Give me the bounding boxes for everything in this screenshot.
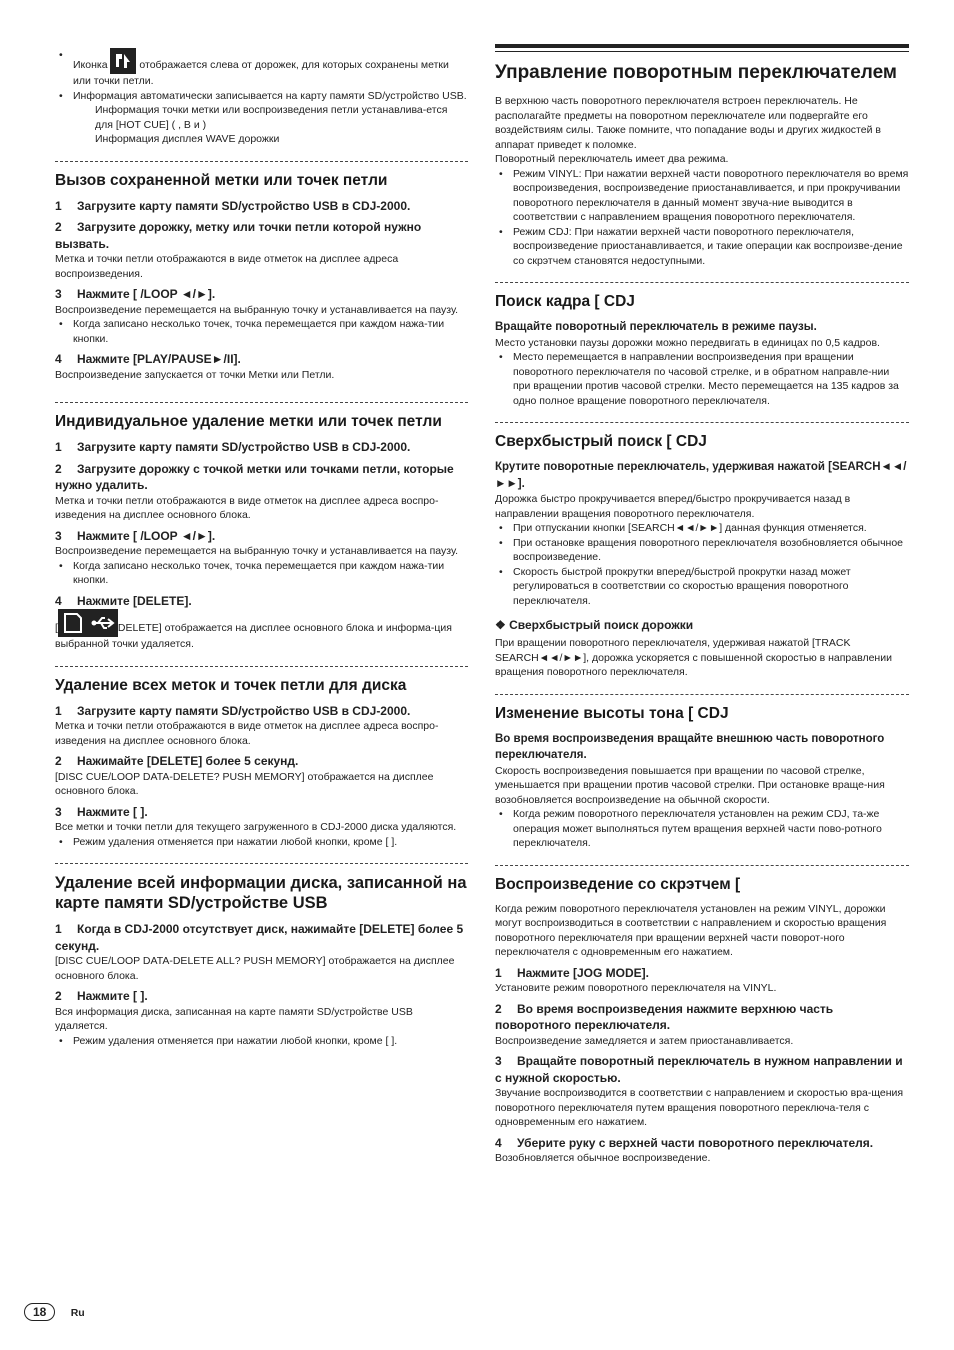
step-num: 3 <box>55 528 62 543</box>
step-3 <box>55 804 468 821</box>
section-title: Воспроизведение со скрэтчем [ <box>495 875 741 893</box>
step-text: Нажмите [ ]. <box>77 989 148 1003</box>
section-delete-all-sd-usb <box>55 863 468 1048</box>
main-body: В верхнюю часть поворотного переключателя встроен переключатель. Не располагайте предметы на поворотном переключателе или подвергайте его воздействиям силы. Также помните, что попадание воды и других жидкостей в аппарат приведет к поломке. <box>495 95 881 151</box>
section-title: Удаление всей информации диска, записанной на карте памяти SD/устройстве USB <box>55 874 467 912</box>
step-num: 2 <box>495 1001 502 1016</box>
step-3-body: Воспроизведение перемещается на выбранную точку и устанавливается на паузу. <box>55 303 459 316</box>
step-1-body: [DISC CUE/LOOP DATA-DELETE ALL? PUSH MEMORY] отображается на дисплее основного блока. <box>55 955 455 982</box>
section-super-fast-search <box>495 422 909 680</box>
subsection-body: При вращении поворотного переключателя, удерживая нажатой [TRACK SEARCH◄◄/►►], дорожка ускоряется с повышенной скоростью в направлении вращения поворотного переключателя. <box>495 637 892 678</box>
step-2 <box>495 1001 909 1034</box>
step-text: Загрузите дорожку, метку или точки петли которой нужно вызвать. <box>55 220 422 251</box>
step-num: 4 <box>495 1135 502 1150</box>
page-number: 18 <box>24 1303 55 1321</box>
step-num: 3 <box>495 1054 502 1068</box>
step-2-body: Воспроизведение замедляется и затем приостанавливается. <box>495 1034 794 1047</box>
bullet-2: • При остановке вращения поворотного переключателя возобновляется обычное воспроизведение. <box>495 536 909 565</box>
step-4-body <box>55 609 468 652</box>
top-rule-thin <box>495 51 909 52</box>
intro-block <box>55 48 468 147</box>
right-column <box>495 44 909 1166</box>
step-text: Нажмите [ ]. <box>77 804 148 819</box>
step-2 <box>55 461 468 494</box>
top-rule <box>495 44 909 48</box>
section-title: Сверхбыстрый поиск [ CDJ <box>495 433 707 450</box>
step-text: Нажмите [ /LOOP ◄/►]. <box>77 528 216 543</box>
step-text: Нажмите [JOG MODE]. <box>517 965 649 980</box>
subsection-title: ❖ Сверхбыстрый поиск дорожки <box>495 618 694 632</box>
section-title: Поиск кадра [ CDJ <box>495 293 635 310</box>
step-text: Загрузите карту памяти SD/устройство USB в CDJ-2000. <box>77 198 411 213</box>
step-num: 4 <box>55 352 62 366</box>
section-frame-search <box>495 282 909 408</box>
section-delete-all-disc <box>55 666 468 850</box>
step-2-body: [DISC CUE/LOOP DATA-DELETE? PUSH MEMORY] отображается на дисплее основного блока. <box>55 770 434 797</box>
step-text: Нажмите [ /LOOP ◄/►]. <box>77 287 216 301</box>
language-code: Ru <box>70 1307 85 1319</box>
bullet-1: • Место перемещается в направлении воспроизведения при вращении поворотного переключателя по часовой стрелке, и в обратном направле-нии при вращении против часовой стрелки. Место перемещается на 135 кадров за одно полное вращение поворотного переключателя. <box>495 350 909 408</box>
mode-cdj-bullet: • Режим CDJ: При нажатии верхней части поворотного переключателя, воспроизведение приостанавливается, и такие операции как воспроизве-дение со скрэтчем становятся недоступными. <box>495 225 909 269</box>
intro-bullet-1 <box>55 48 468 89</box>
mode-vinyl-bullet: • Режим VINYL: При нажатии верхней части поворотного переключателя во время воспроизведения, воспроизведение приостанавливается, и при прокручивании поворотного переключателя в данный момент звуча-ние выводится в соответствии с направлением вращения поворотного переключателя. <box>495 167 909 225</box>
step-1 <box>55 703 468 720</box>
bullet-1: • Когда режим поворотного переключателя установлен на режим CDJ, та-же операция может выполняться путем вращения верхней части пово-ротного переключателя. <box>495 807 909 851</box>
usb-icon <box>88 609 118 637</box>
intro-b1-pre: Иконка <box>73 59 108 71</box>
section-title: Индивидуальное удаление метки или точек петли <box>55 413 442 430</box>
step-num: 2 <box>55 754 62 768</box>
lead: Крутите поворотные переключатель, удерживая нажатой [SEARCH◄◄/►►]. <box>495 461 907 490</box>
body: Дорожка быстро прокручивается вперед/быстро прокручивается назад в направлении вращения поворотного переключателя. <box>495 493 851 520</box>
step-text: Во время воспроизведения нажмите верхнюю часть поворотного переключателя. <box>495 1001 834 1032</box>
bullet-1: • При отпускании кнопки [SEARCH◄◄/►►] данная функция отменяется. <box>495 521 909 536</box>
lead: Вращайте поворотный переключатель в режиме паузы. <box>495 321 817 333</box>
step-3 <box>55 286 468 303</box>
section-scratch-play <box>495 865 909 1166</box>
step-1 <box>55 921 468 954</box>
section-title: Изменение высоты тона [ CDJ <box>495 704 729 722</box>
step-1-body: Установите режим поворотного переключателя на VINYL. <box>495 982 777 994</box>
bracket: [ <box>55 622 58 634</box>
main-title: Управление поворотным переключателем <box>495 62 897 83</box>
step-text: Загрузите карту памяти SD/устройство USB в CDJ-2000. <box>77 703 411 718</box>
section-title: Удаление всех меток и точек петли для диска <box>55 676 407 694</box>
lead: Во время воспроизведения вращайте внешнюю часть поворотного переключателя. <box>495 732 885 761</box>
page-footer <box>24 1303 85 1321</box>
step-4 <box>55 351 468 368</box>
step-3-body: Звучание воспроизводится в соответствии с направлением и скоростью вра-щения поворотного переключателя путем вращения поворотного переключа-теля с одновременным его нажатием. <box>495 1087 904 1128</box>
sd-card-icon <box>58 609 88 637</box>
step-num: 2 <box>55 989 62 1003</box>
step-2 <box>55 219 468 252</box>
step-1 <box>55 198 468 215</box>
step-3-bullet: • Когда записано несколько точек, точка перемещается при каждом нажа-тии кнопки. <box>55 317 468 346</box>
step-num: 3 <box>55 287 62 301</box>
step-num: 1 <box>55 703 62 718</box>
intro-b1-post: отображается слева от дорожек, для которых сохранены метки или точки петли. <box>73 59 449 87</box>
step-text: Вращайте поворотный переключатель в нужном направлении и с нужной скоростью. <box>495 1054 903 1085</box>
step-num: 4 <box>55 593 62 608</box>
step-2 <box>55 988 468 1005</box>
body: Место установки паузы дорожки можно передвигать в единицах по 0,5 кадров. <box>495 336 880 349</box>
step-2-body: Метка и точки петли отображаются в виде отметок на дисплее адреса воспроизведения. <box>55 253 399 280</box>
intro-note-2: Информация дисплея WAVE дорожки <box>95 133 280 145</box>
step-2 <box>55 753 468 770</box>
body: Скорость воспроизведения повышается при вращении по часовой стрелке, уменьшается при вращении против часовой стрелки. При остановке враще-ния возобновляется воспроизведение на обычной скорости. <box>495 764 885 806</box>
left-column <box>55 44 468 1048</box>
step-3-bullet: • Когда записано несколько точек, точка перемещается при каждом нажа-тии кнопки. <box>55 559 468 588</box>
step-num: 1 <box>55 922 62 936</box>
body: Когда режим поворотного переключателя установлен на режим VINYL, дорожки могут воспроизводиться в соответствии с направлением и скоростью вращения поворотного переключателя при вращении верхней части поворот-ного переключателя с одновременным его нажатием. <box>495 902 887 958</box>
step-num: 2 <box>55 461 62 476</box>
step-text: Нажмите [PLAY/PAUSE►/II]. <box>77 352 241 366</box>
step-text: Загрузите карту памяти SD/устройство USB в CDJ-2000. <box>77 440 411 454</box>
step-text: Уберите руку с верхней части поворотного переключателя. <box>517 1135 874 1150</box>
intro-bullet-2: • Информация автоматически записывается на карту памяти SD/устройство USB. <box>55 89 468 104</box>
step-3 <box>55 528 468 545</box>
step-3-body: Воспроизведение перемещается на выбранную точку и устанавливается на паузу. <box>55 545 459 557</box>
main-body-2: Поворотный переключатель имеет два режима. <box>495 153 729 165</box>
step-num: 2 <box>55 220 62 234</box>
step-text: Когда в CDJ-2000 отсутствует диск, нажимайте [DELETE] более 5 секунд. <box>55 922 464 953</box>
intro-note-1: Информация точки метки или воспроизведения петли устанавлива-ется для [HOT CUE] ( , B и ) <box>95 104 448 131</box>
step-num: 3 <box>55 804 62 819</box>
step-num: 1 <box>495 965 502 980</box>
step-3 <box>495 1053 909 1086</box>
step-num: 1 <box>55 440 62 454</box>
step-num: 1 <box>55 198 62 213</box>
step-2-bullet: • Режим удаления отменяется при нажатии любой кнопки, кроме [ ]. <box>55 1034 468 1049</box>
step-4 <box>55 593 468 610</box>
step-text: Загрузите дорожку с точкой метки или точками петли, которые нужно удалить. <box>55 461 454 492</box>
step-text: Нажмите [DELETE]. <box>77 593 192 608</box>
step-2-body: Метка и точки петли отображаются в виде отметок на дисплее адреса воспро-изведения на дисплее основного блока. <box>55 494 439 521</box>
step-4-body: Воспроизведение запускается от точки Метки или Петли. <box>55 368 335 381</box>
section-pitch-bend <box>495 694 909 851</box>
step-4 <box>495 1135 909 1152</box>
step-4-body: Возобновляется обычное воспроизведение. <box>495 1152 711 1164</box>
step-3-bullet: • Режим удаления отменяется при нажатии любой кнопки, кроме [ ]. <box>55 835 468 850</box>
memory-cue-icon <box>110 48 136 74</box>
step-text: Нажимайте [DELETE] более 5 секунд. <box>77 754 299 768</box>
step-1 <box>55 439 468 456</box>
step-4-body-text: DELETE] отображается на дисплее основного блока и информа-ция выбранной точки удаляется. <box>55 622 452 650</box>
step-2-body: Вся информация диска, записанная на карте памяти SD/устройстве USB удаляется. <box>55 1005 413 1032</box>
bullet-3: • Скорость быстрой прокрутки вперед/быстрой прокрутки назад может регулироваться в соответствии со скоростью вращения поворотного переключателя. <box>495 565 909 609</box>
step-3-body: Все метки и точки петли для текущего загруженного в CDJ-2000 диска удаляются. <box>55 821 457 833</box>
section-title: Вызов сохраненной метки или точек петли <box>55 171 388 189</box>
section-individual-delete <box>55 402 468 652</box>
step-1-body: Метка и точки петли отображаются в виде отметок на дисплее адреса воспро-изведения на дисплее основного блока. <box>55 720 439 747</box>
step-1 <box>495 965 909 982</box>
section-recall-cue <box>55 161 468 383</box>
